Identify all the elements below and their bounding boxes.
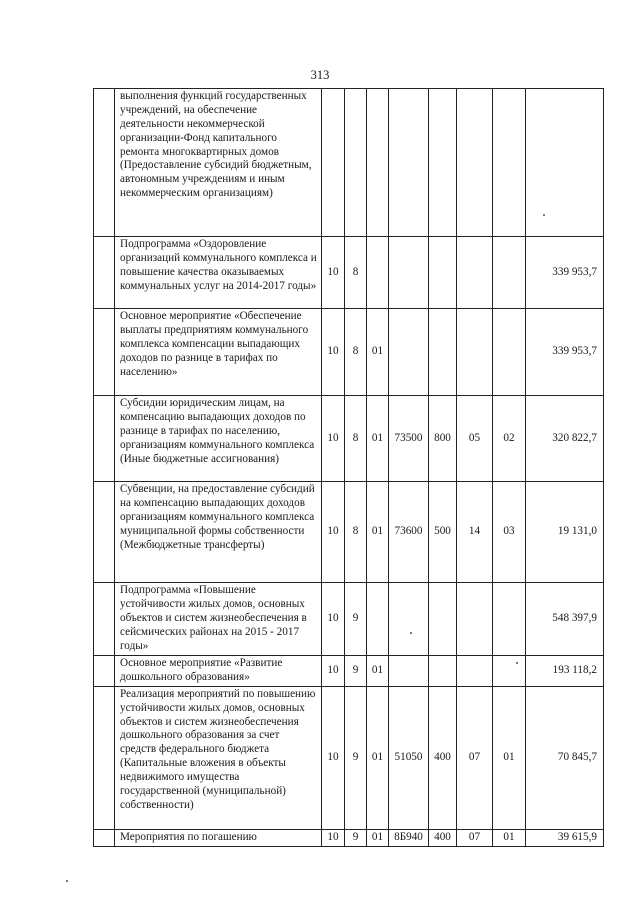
amount-cell: 39 615,9 [526,829,604,846]
row-name: Субсидии юридическим лицам, на компенсацию выпадающих доходов по разнице в тарифах по населению, организациям коммунального комплекса (Иные бюджетные ассигнования) [115,396,322,482]
amount-cell: 339 953,7 [526,237,604,309]
code-cell [429,656,457,687]
code-cell [367,237,389,309]
code-cell: 8 [345,482,367,583]
row-name: Основное мероприятие «Обеспечение выплаты предприятиям коммунального комплекса компенсации выпадающих доходов по разнице в тарифах по населению» [115,309,322,396]
table-row [94,396,604,482]
code-cell: 01 [493,686,526,829]
amount-cell: 193 118,2 [526,656,604,687]
code-cell: 02 [493,396,526,482]
budget-table [93,88,604,847]
table-row [94,656,604,687]
code-cell [367,583,389,656]
code-cell: 500 [429,482,457,583]
code-cell [367,89,389,237]
code-cell: 8Б940 [389,829,429,846]
code-cell: 10 [322,396,345,482]
row-name: Реализация мероприятий по повышению устойчивости жилых домов, основных объектов и систем жизнеобеспечения дошкольного образования за счет средств федерального бюджета (Капитальные вложения в объекты недвижимого имущества государственной (муниципальной) собственности) [115,686,322,829]
code-cell [429,237,457,309]
row-marker-cell [94,482,115,583]
code-cell: 9 [345,583,367,656]
table-row [94,829,604,846]
code-cell: 8 [345,396,367,482]
amount-cell: 19 131,0 [526,482,604,583]
code-cell: 01 [367,656,389,687]
row-marker-cell [94,396,115,482]
code-cell [457,237,493,309]
row-name: выполнения функций государственных учреждений, на обеспечение деятельности некоммерческой организации-Фонд капитального ремонта многоквартирных домов (Предоставление субсидий бюджетным, автономным учреждениям и иным некоммерческим организациям) [115,89,322,237]
code-cell: 01 [493,829,526,846]
code-cell: 01 [367,396,389,482]
amount-cell: 320 822,7 [526,396,604,482]
code-cell [493,237,526,309]
amount-cell [526,89,604,237]
scan-speck [516,662,518,664]
code-cell: 10 [322,583,345,656]
code-cell: 01 [367,829,389,846]
row-marker-cell [94,829,115,846]
code-cell: 01 [367,686,389,829]
code-cell [493,89,526,237]
code-cell [429,309,457,396]
code-cell [345,89,367,237]
row-name: Мероприятия по погашению [115,829,322,846]
code-cell: 9 [345,686,367,829]
scan-speck [543,214,545,216]
table-row [94,309,604,396]
table-row [94,482,604,583]
code-cell: 10 [322,237,345,309]
code-cell: 05 [457,396,493,482]
code-cell: 10 [322,829,345,846]
table-row [94,583,604,656]
code-cell [457,656,493,687]
code-cell [389,237,429,309]
code-cell: 10 [322,482,345,583]
row-name: Субвенции, на предоставление субсидий на компенсацию выпадающих доходов организациям коммунального комплекса муниципальной формы собственности (Межбюджетные трансферты) [115,482,322,583]
code-cell [389,309,429,396]
row-name: Подпрограмма «Оздоровление организаций коммунального комплекса и повышение качества оказываемых коммунальных услуг на 2014-2017 годы» [115,237,322,309]
code-cell: 51050 [389,686,429,829]
row-marker-cell [94,656,115,687]
scan-speck [410,632,412,634]
code-cell: 10 [322,686,345,829]
code-cell: 01 [367,482,389,583]
code-cell: 10 [322,309,345,396]
code-cell: 800 [429,396,457,482]
row-marker-cell [94,686,115,829]
code-cell [457,583,493,656]
code-cell [322,89,345,237]
row-marker-cell [94,89,115,237]
code-cell [457,89,493,237]
code-cell: 07 [457,829,493,846]
amount-cell: 70 845,7 [526,686,604,829]
code-cell: 400 [429,686,457,829]
row-name: Основное мероприятие «Развитие дошкольного образования» [115,656,322,687]
table-row [94,89,604,237]
code-cell [429,89,457,237]
row-marker-cell [94,583,115,656]
code-cell: 8 [345,237,367,309]
code-cell [389,583,429,656]
code-cell [493,583,526,656]
row-marker-cell [94,237,115,309]
code-cell [493,309,526,396]
code-cell [389,656,429,687]
code-cell: 07 [457,686,493,829]
code-cell: 14 [457,482,493,583]
code-cell: 400 [429,829,457,846]
page-number: 313 [310,68,330,82]
amount-cell: 548 397,9 [526,583,604,656]
table-row [94,237,604,309]
amount-cell: 339 953,7 [526,309,604,396]
code-cell: 8 [345,309,367,396]
scan-speck [66,880,68,882]
code-cell [389,89,429,237]
code-cell [429,583,457,656]
code-cell [493,656,526,687]
row-marker-cell [94,309,115,396]
code-cell: 9 [345,656,367,687]
code-cell: 73600 [389,482,429,583]
row-name: Подпрограмма «Повышение устойчивости жилых домов, основных объектов и систем жизнеобеспечения в сейсмических районах на 2015 - 2017 годы» [115,583,322,656]
code-cell: 01 [367,309,389,396]
code-cell [457,309,493,396]
code-cell: 10 [322,656,345,687]
code-cell: 73500 [389,396,429,482]
code-cell: 03 [493,482,526,583]
code-cell: 9 [345,829,367,846]
table-row [94,686,604,829]
